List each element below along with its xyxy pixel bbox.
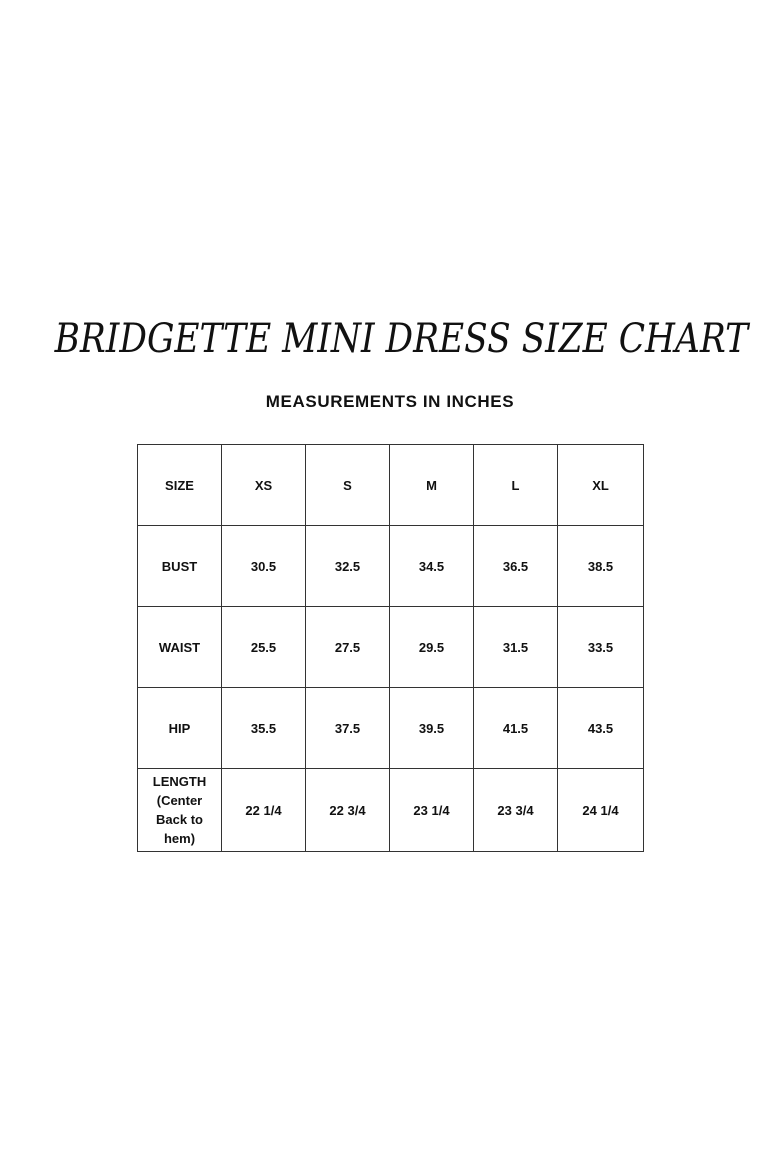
table-cell: 29.5 [390, 607, 474, 688]
table-cell: 34.5 [390, 526, 474, 607]
table-cell: 35.5 [222, 688, 306, 769]
table-cell: S [306, 445, 390, 526]
table-row [138, 769, 644, 852]
table-cell: XS [222, 445, 306, 526]
row-label-waist: WAIST [138, 607, 222, 688]
page-subtitle: MEASUREMENTS IN INCHES [265, 392, 515, 411]
table-cell: 39.5 [390, 688, 474, 769]
table-row [138, 445, 644, 526]
table-cell: 22 1/4 [222, 769, 306, 852]
row-label-hip: HIP [138, 688, 222, 769]
table-cell: 41.5 [474, 688, 558, 769]
table-cell: XL [558, 445, 644, 526]
table-cell: 33.5 [558, 607, 644, 688]
size-chart-table [137, 444, 644, 852]
table-cell: M [390, 445, 474, 526]
table-row [138, 607, 644, 688]
row-label-bust: BUST [138, 526, 222, 607]
table-row [138, 526, 644, 607]
table-cell: 30.5 [222, 526, 306, 607]
table-row [138, 688, 644, 769]
table-cell: 25.5 [222, 607, 306, 688]
table-cell: 43.5 [558, 688, 644, 769]
row-label-size: SIZE [138, 445, 222, 526]
table-cell: 23 1/4 [390, 769, 474, 852]
table-cell: 22 3/4 [306, 769, 390, 852]
table-cell: 27.5 [306, 607, 390, 688]
table-cell: 38.5 [558, 526, 644, 607]
table-cell: 23 3/4 [474, 769, 558, 852]
table-cell: 31.5 [474, 607, 558, 688]
table-cell: 37.5 [306, 688, 390, 769]
table-cell: 32.5 [306, 526, 390, 607]
table-cell: 36.5 [474, 526, 558, 607]
table-cell: 24 1/4 [558, 769, 644, 852]
page-title: BRIDGETTE MINI DRESS SIZE CHART [54, 316, 749, 362]
table-cell: L [474, 445, 558, 526]
row-label-length: LENGTH (Center Back to hem) [138, 769, 222, 852]
